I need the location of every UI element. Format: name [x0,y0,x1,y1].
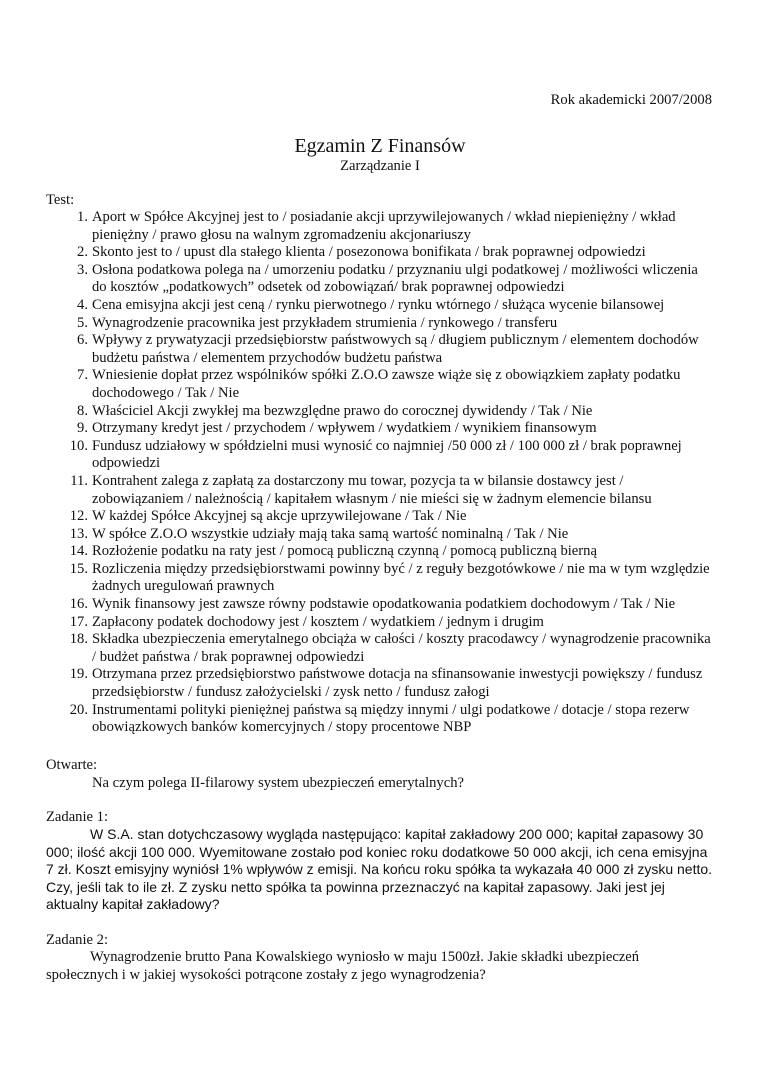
question-text: Aport w Spółce Akcyjnej jest to / posiadanie akcji uprzywilejowanych / wkład niepieniężny / wkład pieniężny / prawo głosu na walnym zgromadzeniu akcjonariuszy [92,209,676,243]
question-number: 4. [77,296,88,313]
question-text: Instrumentami polityki pieniężnej państwa są między innymi / ulgi podatkowe / dotacje / stopa rezerw obowiązkowych banków komercyjnych / stopy procentowe NBP [92,701,690,736]
task1-text-block [46,826,714,914]
question-number: 6. [77,332,88,349]
question-number: 14. [69,543,88,560]
question-text: Wynik finansowy jest zawsze równy podstawie opodatkowania podatkiem dochodowym / Tak / Nie [92,596,676,613]
test-section-label: Test: [46,192,75,208]
question-text: W spółce Z.O.O wszystkie udziały mają taka samą wartość nominalną / Tak / Nie [92,525,569,542]
question-number: 16. [69,596,88,613]
question-item [69,525,714,544]
question-number: 19. [69,666,88,683]
question-list [69,209,714,737]
question-number: 10. [69,437,88,454]
question-text: Cena emisyjna akcji jest ceną / rynku pierwotnego / rynku wtórnego / służąca wycenie bilansowej [92,296,665,313]
open-question: Na czym polega II-filarowy system ubezpieczeń emerytalnych? [92,775,464,791]
question-number: 11. [70,472,88,489]
question-text: Składka ubezpieczenia emerytalnego obciąża w całości / koszty pracodawcy / wynagrodzenie pracownika / budżet państwa / brak poprawnej odpowiedzi [92,631,711,665]
open-section-label: Otwarte: [46,757,98,773]
question-item [69,543,714,561]
question-text: Otrzymana przez przedsiębiorstwo państwowe dotacja na sfinansowanie inwestycji powiększy / fundusz przedsiębiorstw / fundusz założycielski / zysk netto / fundusz załogi [92,666,703,701]
question-item [77,261,714,297]
question-text: Otrzymany kredyt jest / przychodem / wpływem / wydatkiem / wynikiem finansowym [92,420,597,437]
question-number: 2. [77,244,88,261]
question-number: 18. [69,631,88,648]
question-text: Osłona podatkowa polega na / umorzeniu podatku / przyznaniu ulgi podatkowej / możliwości wliczenia do kosztów „podatkowych” odsetek od zobowiązań/ brak poprawnej odpowiedzi [92,261,698,296]
question-number: 13. [69,525,88,542]
question-item [69,596,714,614]
task2-label: Zadanie 2: [46,932,108,948]
task1-label: Zadanie 1: [46,809,108,825]
question-text: Skonto jest to / upust dla stałego klienta / posezonowa bonifikata / brak poprawnej odpowiedzi [92,244,646,261]
question-number: 20. [69,701,88,718]
page-title: Egzamin Z Finansów [294,135,466,157]
question-item [77,209,714,244]
question-number: 3. [77,261,88,278]
question-item [69,701,714,737]
question-number: 7. [77,367,88,384]
question-text: Wniesienie dopłat przez wspólników spółki Z.O.O zawsze wiąże się z obowiązkiem zapłaty podatku dochodowego / Tak / Nie [92,367,681,401]
question-number: 5. [77,314,88,331]
question-text: Właściciel Akcji zwykłej ma bezwzględne prawo do corocznej dywidendy / Tak / Nie [92,402,593,419]
task2-text-block [46,949,714,984]
question-item [70,472,714,508]
question-number: 9. [77,420,88,437]
question-item [69,613,714,632]
question-text: Wynagrodzenie pracownika jest przykładem strumienia / rynkowego / transferu [92,314,558,331]
question-number: 8. [77,402,88,419]
question-text: Kontrahent zalega z zapłatą za dostarczony mu towar, pozycja ta w bilansie dostawcy jest / zobowiązaniem / należnością / kapitałem własnym / nie mieści się w żadnym elemencie bilansu [92,472,652,507]
academic-year: Rok akademicki 2007/2008 [550,92,712,108]
question-item [77,314,714,333]
question-item [77,296,714,315]
page-subtitle: Zarządzanie I [340,158,420,174]
question-number: 12. [69,508,88,525]
question-item [77,367,714,402]
question-text: Zapłacony podatek dochodowy jest / kosztem / wydatkiem / jednym i drugim [92,613,544,630]
question-item [69,631,714,666]
question-item [69,666,714,701]
question-item [69,560,714,596]
question-text: Wpływy z prywatyzacji przedsiębiorstw państwowych są / długiem publicznym / elementem dochodów budżetu państwa / elementem przychodów budżetu państwa [92,332,699,366]
question-text: Rozliczenia między przedsiębiorstwami powinny być / z reguły bezgotówkowe / nie ma w tym względzie żadnych uregulowań prawnych [92,560,710,595]
question-text: W każdej Spółce Akcyjnej są akcje uprzywilejowane / Tak / Nie [92,508,467,525]
task2-text: Wynagrodzenie brutto Pana Kowalskiego wyniosło w maju 1500zł. Jakie składki ubezpieczeń społecznych i w jakiej wysokości potrącone zostały z jego wynagrodzenia? [46,949,640,983]
question-item [77,402,714,421]
task1-text: W S.A. stan dotychczasowy wygląda następująco: kapitał zakładowy 200 000; kapitał zapasowy 30 000; ilość akcji 100 000. Wyemitowane zostało pod koniec roku dodatkowe 50 000 akcji, ich cena emisyjna 7 zł. Koszt emisyjny wyniósł 1% wpływów z emisji. Na końcu roku spółka ta wykazała 40 000 zł zysku netto. Czy, jeśli tak to ile zł. Z zysku netto spółka ta powinna przeznaczyć na kapitał zapasowy. Jaki jest jej aktualny kapitał zakładowy? [46,826,713,913]
question-number: 15. [69,560,88,577]
question-item [77,420,714,438]
question-item [77,332,714,367]
question-text: Rozłożenie podatku na raty jest / pomocą publiczną czynną / pomocą publiczną bierną [92,543,597,560]
question-item [77,244,714,262]
question-item [69,437,714,473]
question-text: Fundusz udziałowy w spółdzielni musi wynosić co najmniej /50 000 zł / 100 000 zł / brak poprawnej odpowiedzi [92,437,682,472]
question-number: 1. [77,209,88,225]
question-item [69,508,714,526]
question-number: 17. [69,613,88,630]
